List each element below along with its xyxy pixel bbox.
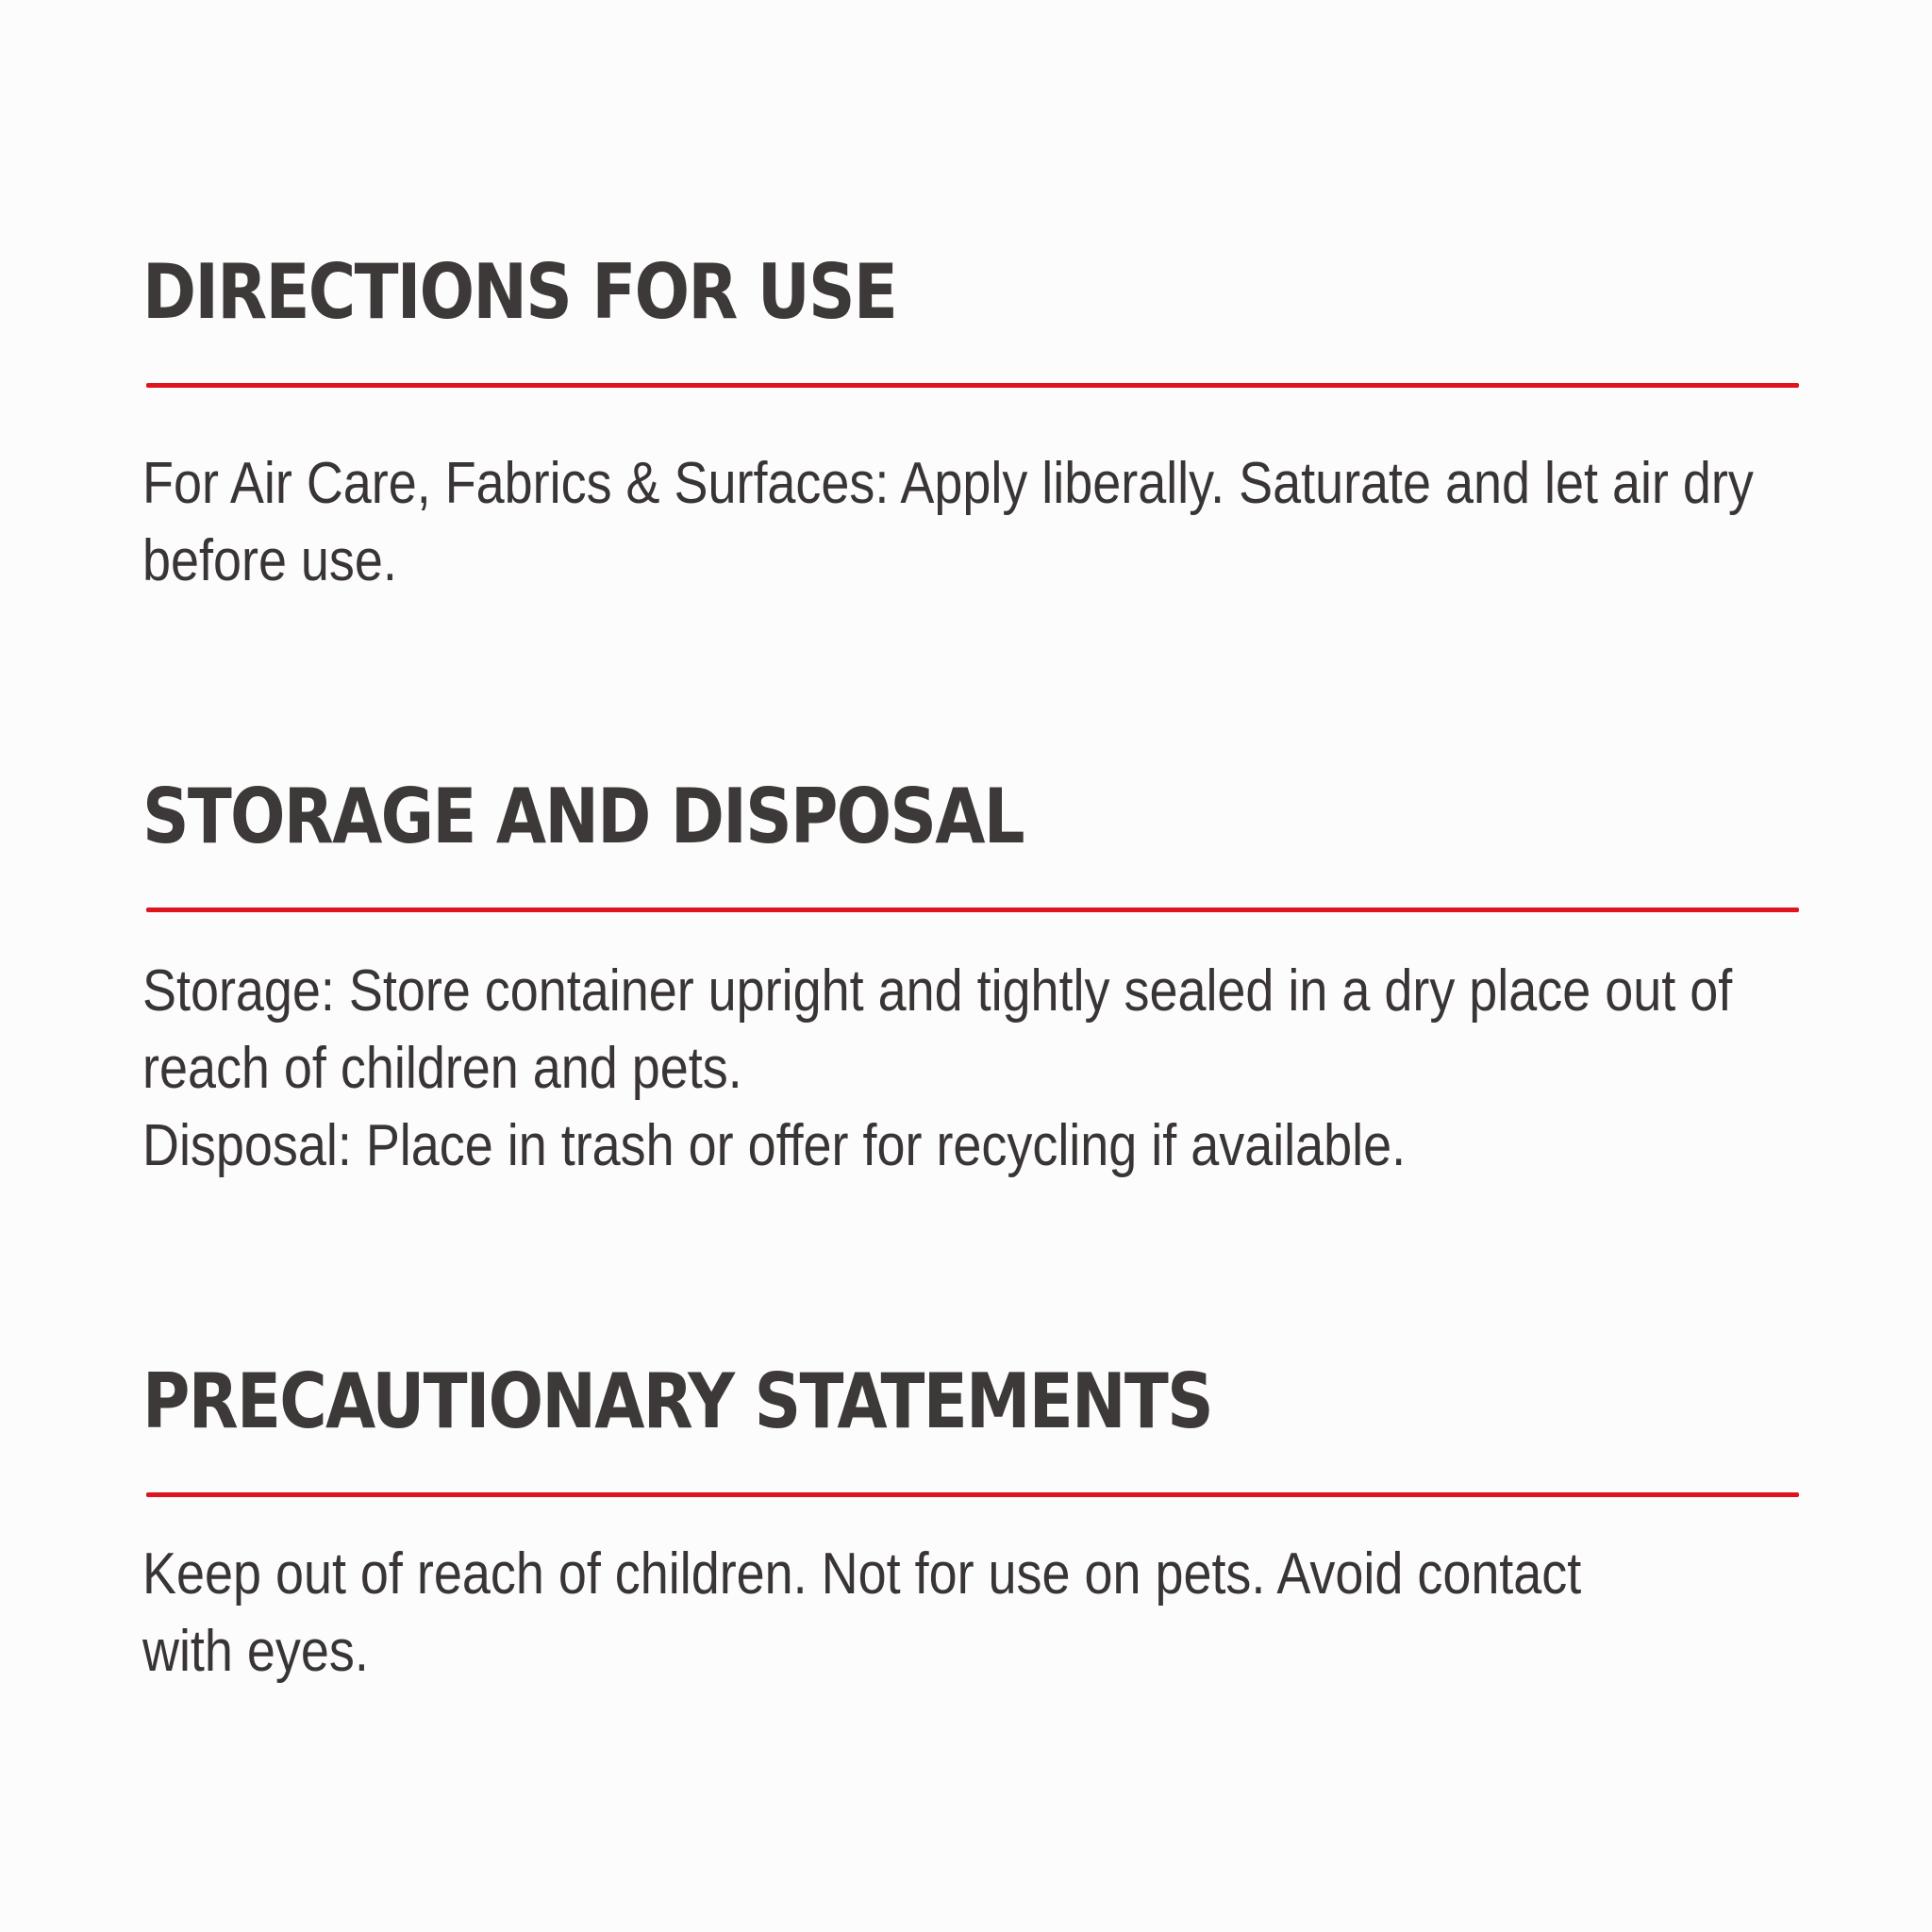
directions-divider xyxy=(146,383,1799,388)
storage-heading: STORAGE AND DISPOSAL xyxy=(142,773,1024,860)
directions-text xyxy=(142,445,1754,600)
precautionary-line: with eyes. xyxy=(142,1619,369,1684)
storage-text xyxy=(142,953,1732,1185)
precautionary-heading: PRECAUTIONARY STATEMENTS xyxy=(142,1357,1212,1445)
directions-line: For Air Care, Fabrics & Surfaces: Apply liberally. Saturate and let air dry xyxy=(142,451,1754,516)
storage-line: Storage: Store container upright and tightly sealed in a dry place out of xyxy=(142,958,1733,1024)
storage-divider xyxy=(146,908,1799,912)
precautionary-divider xyxy=(146,1492,1799,1497)
disposal-line: Disposal: Place in trash or offer for recycling if available. xyxy=(142,1113,1407,1178)
directions-line: before use. xyxy=(142,528,397,593)
precautionary-line: Keep out of reach of children. Not for use on pets. Avoid contact xyxy=(142,1541,1582,1607)
storage-section xyxy=(142,772,1803,1178)
directions-heading: DIRECTIONS FOR USE xyxy=(142,248,897,336)
directions-section xyxy=(142,247,1803,593)
precautionary-text xyxy=(142,1536,1581,1690)
storage-line: reach of children and pets. xyxy=(142,1036,742,1101)
precautionary-section xyxy=(142,1357,1803,1684)
